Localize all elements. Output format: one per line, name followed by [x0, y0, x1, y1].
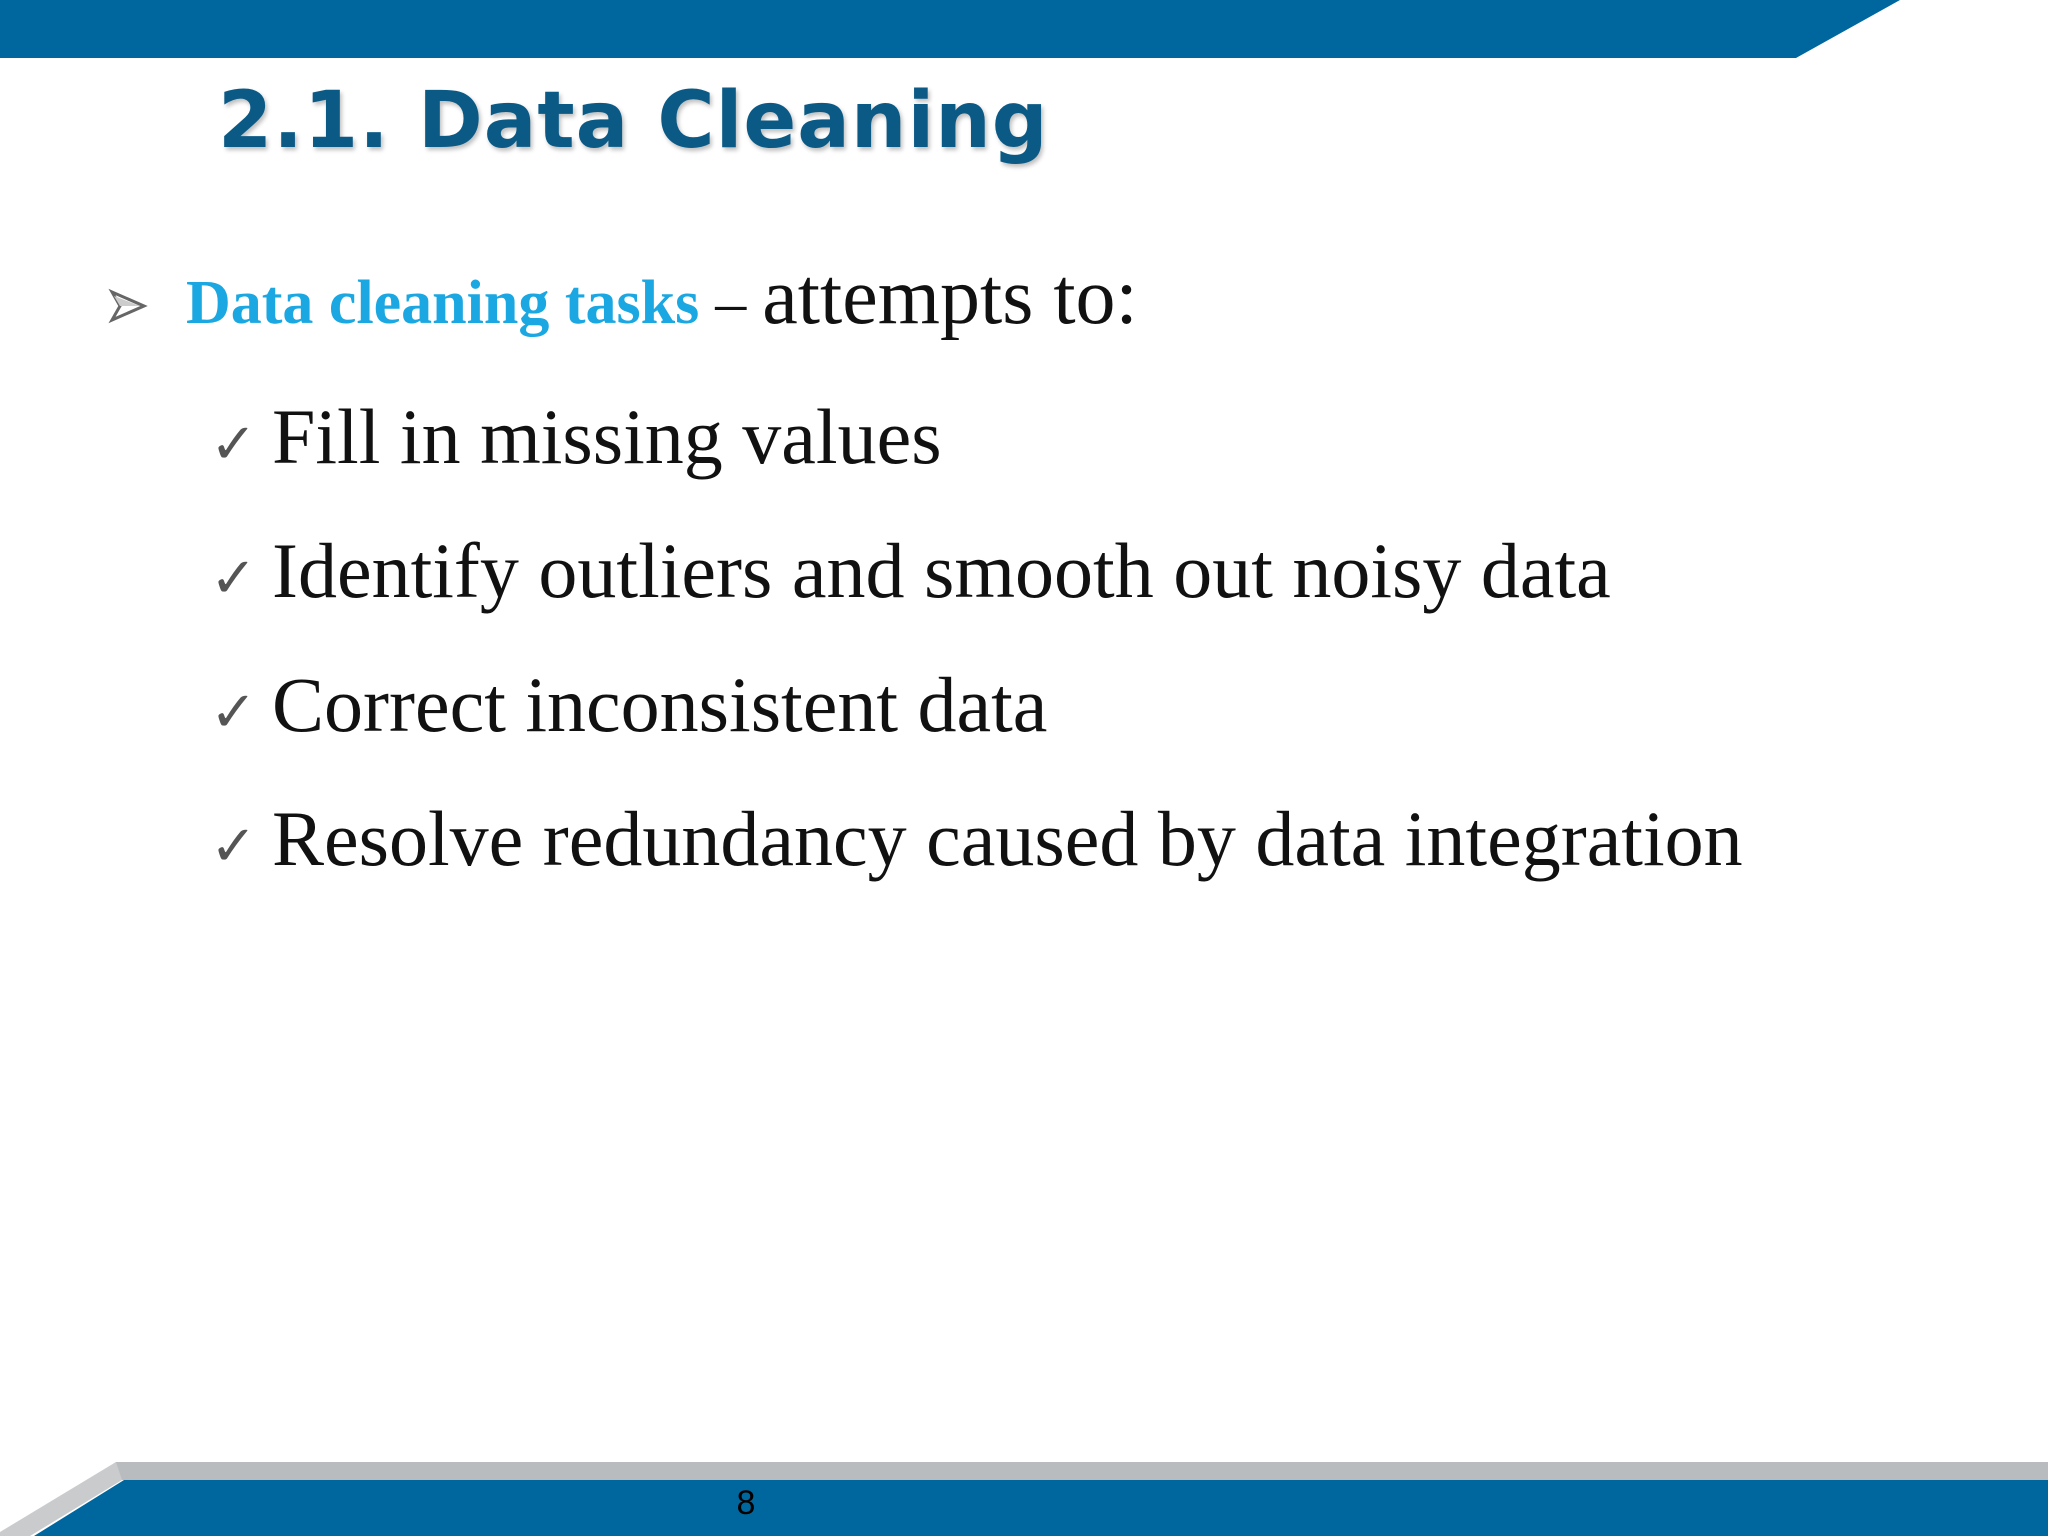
task-item	[210, 526, 1743, 660]
task-item-text: Resolve redundancy caused by data integration	[272, 795, 1743, 882]
lead-dash: –	[715, 269, 747, 337]
lead-keyword: Data cleaning tasks	[186, 269, 700, 337]
task-item-text: Fill in missing values	[272, 393, 942, 480]
slide-title: 2.1. Data Cleaning	[218, 76, 1049, 166]
task-item-text: Identify outliers and smooth out noisy data	[272, 527, 1611, 614]
arrowhead-bullet-icon	[108, 286, 148, 326]
task-list	[210, 392, 1743, 928]
lead-bullet-line	[108, 252, 1138, 348]
checkmark-icon: ✓	[210, 680, 257, 745]
page-number: 8	[736, 1484, 756, 1522]
bottom-banner-bar	[34, 1480, 2048, 1536]
lead-text: attempts to:	[762, 253, 1138, 341]
task-item	[210, 794, 1743, 928]
bottom-banner	[0, 1456, 2048, 1536]
top-banner	[0, 0, 2048, 60]
bottom-banner-gray-strip	[90, 1462, 2048, 1480]
task-item	[210, 660, 1743, 794]
checkmark-icon: ✓	[210, 412, 257, 477]
checkmark-icon: ✓	[210, 546, 257, 611]
task-item-text: Correct inconsistent data	[272, 661, 1048, 748]
top-banner-bar	[0, 0, 1900, 58]
task-item	[210, 392, 1743, 526]
checkmark-icon: ✓	[210, 814, 257, 879]
